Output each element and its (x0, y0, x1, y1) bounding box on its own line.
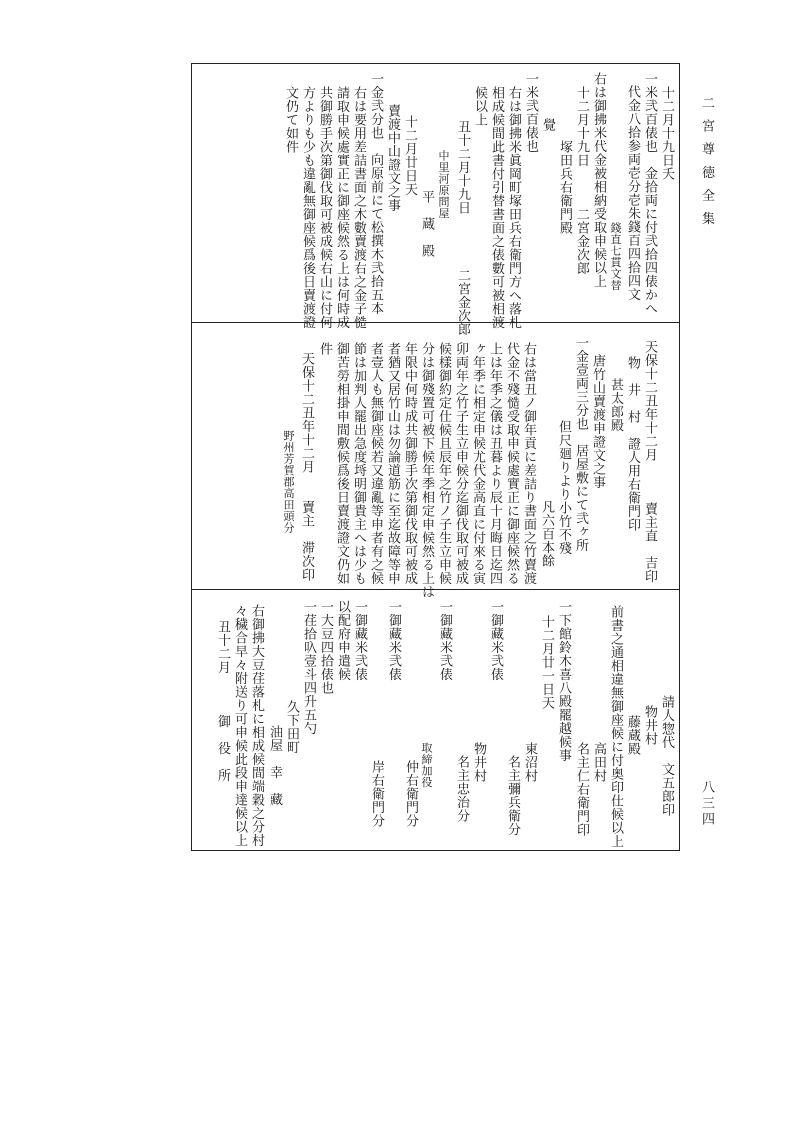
text-line: 丑十二月十九日 二宮金次郎 (455, 120, 470, 336)
text-line: 名主彌兵衛分 (505, 755, 520, 836)
text-line: ヶ年季に相定申候尤代金高直に付來る寅 (470, 342, 485, 585)
text-line: 上は年季之儀は丑暮より辰十月晦日迄四 (487, 342, 502, 585)
text-line: 以配府申遣候 (335, 600, 350, 681)
text-line: 一金壹両三分也 居屋敷にて弐ヶ所 (573, 336, 588, 552)
text-line: 件 (317, 342, 332, 356)
text-line: 卯両年之竹子生立申候分迄御伐取可被成 (453, 342, 468, 585)
text-line: 平 蔵 殿 (419, 190, 434, 258)
text-line: 但尺廻りより小竹不殘 (556, 420, 571, 555)
text-line: 賣渡中山證文之事 (385, 104, 400, 212)
text-line: 文仍て如件 (283, 86, 298, 154)
text-line: 十二月十九日 二宮金次郎 (574, 86, 589, 275)
text-line: 相成候間此書付引替書面之俵數可被相渡 (489, 86, 504, 329)
text-line: 一御藏米弐俵 (437, 600, 452, 681)
text-line: 分は御殘置可被下候年季相定申候然る上は (419, 342, 434, 599)
text-line: 一米弐百俵也 (523, 72, 538, 153)
text-line: 岸右衛門分 (369, 760, 384, 828)
text-line: 年限中何時成共御勝手次第御伐取可被成 (402, 342, 417, 585)
text-line: 節は加判人罷出急度埓明御貴主へは少も (351, 342, 366, 585)
text-line: 高田村 (591, 742, 606, 783)
text-line: 代金不殘慥受取申候處實正に御座候然る (504, 342, 519, 585)
text-line: 右は要用差詰書面之木數賣渡右之金子慥 (351, 86, 366, 329)
text-line: 藤蔵殿 (625, 715, 640, 756)
text-line: 右御拂大豆荏落札に相成候間端穀之分村 (249, 604, 264, 847)
text-line: 唐竹山賣渡申證文之事 (590, 354, 605, 489)
section-divider-2 (191, 589, 680, 590)
text-line: 請人惣代 文五郎印 (659, 695, 674, 817)
text-line: 甚太郎殿 (608, 378, 623, 432)
text-line: 油屋 幸 藏 (267, 725, 282, 806)
text-line: 請取申候處實正に御座候然る上は何時成 (334, 86, 349, 329)
text-line: 天保十二丑年十二月 賣主直 吉印 (642, 340, 657, 583)
text-line: 一金弐分也 向原前にて松撰木弐拾五本 (368, 72, 383, 315)
book-title: 二 宮 尊 徳 全 集 (699, 96, 714, 228)
text-line: 一御藏米弐俵 (352, 600, 367, 681)
text-line: 御苦勞相掛申間敷候爲後日賣渡證文仍如 (334, 342, 349, 585)
text-line: 者猶又居竹山は勿論道筋に至迄故障等申 (385, 342, 400, 585)
text-line: 取締加役 (420, 742, 433, 788)
text-line: 丑十二月 御 役 所 (215, 620, 230, 782)
text-line: 中里河原問屋 (437, 150, 450, 219)
text-line: 物井村 (471, 742, 486, 783)
text-line: 仲右衛門分 (403, 760, 418, 828)
text-line: 方よりも少も違亂無御座候爲後日賣渡證 (300, 86, 315, 329)
text-line: 久下田町 (284, 700, 299, 754)
text-line: 代金八拾参両壱分壱朱錢百四拾四文 (625, 85, 640, 301)
page-number: 八三四 (699, 780, 714, 828)
text-line: 一御藏米弐俵 (488, 600, 503, 681)
text-line: 名主仁右衛門印 (574, 742, 589, 837)
text-line: 右は當丑ノ御年貢に差詰り書面之竹賣渡 (521, 342, 536, 585)
text-line: 十二月十九日夭 (659, 86, 674, 181)
text-line: 名主忠治分 (454, 755, 469, 823)
text-line: 錢直七貫文替 (609, 222, 622, 291)
text-line: 前書之通相違無御座候に付奥印仕候以上 (608, 605, 623, 848)
text-line: 一荏拾叺壹斗四升五勺 (301, 600, 316, 735)
text-line: 十二月廿一日天 (539, 615, 554, 710)
text-line: 一米弐百俵也 金拾両に付弐拾四俵かへ (642, 72, 657, 315)
text-line: 一大豆四拾俵也 (318, 600, 333, 695)
text-line: 一下館鈴木喜八殿罷越候事 (556, 600, 571, 762)
text-line: 々穢合早々附送り可申候此段申達候以上 (232, 604, 247, 847)
text-line: 右は御拂米眞岡町塚田兵右衛門方へ落札 (506, 86, 521, 329)
text-line: 物井村 (642, 705, 657, 746)
text-line: 者壹人も無御座候若又違亂等申者有之候 (368, 342, 383, 585)
text-line: 候以上 (472, 86, 487, 127)
section-divider-1 (191, 322, 680, 323)
text-line: 東沼村 (522, 742, 537, 783)
text-line: 天保十二丑年十二月 賣主 滞次印 (299, 352, 314, 582)
text-line: 物 井 村 證人用右衛門印 (625, 356, 640, 532)
text-line: 覺 (540, 118, 555, 132)
text-line: 一御藏米弐俵 (386, 600, 401, 681)
text-line: 候樣御約定仕候且辰年之竹ノ子生立申候 (436, 342, 451, 585)
text-line: 共御勝手次第御伐取可被成候右山に付何 (317, 86, 332, 329)
text-line: 野州芳賀郡高田頭分 (282, 430, 295, 534)
text-line: 十二月廿日天 (402, 115, 417, 196)
text-line: 塚田兵右衛門殿 (557, 140, 572, 235)
text-line: 右は御拂米代金被相納受取申候以上 (591, 72, 606, 288)
text-line: 凡六百本餘 (539, 500, 554, 568)
